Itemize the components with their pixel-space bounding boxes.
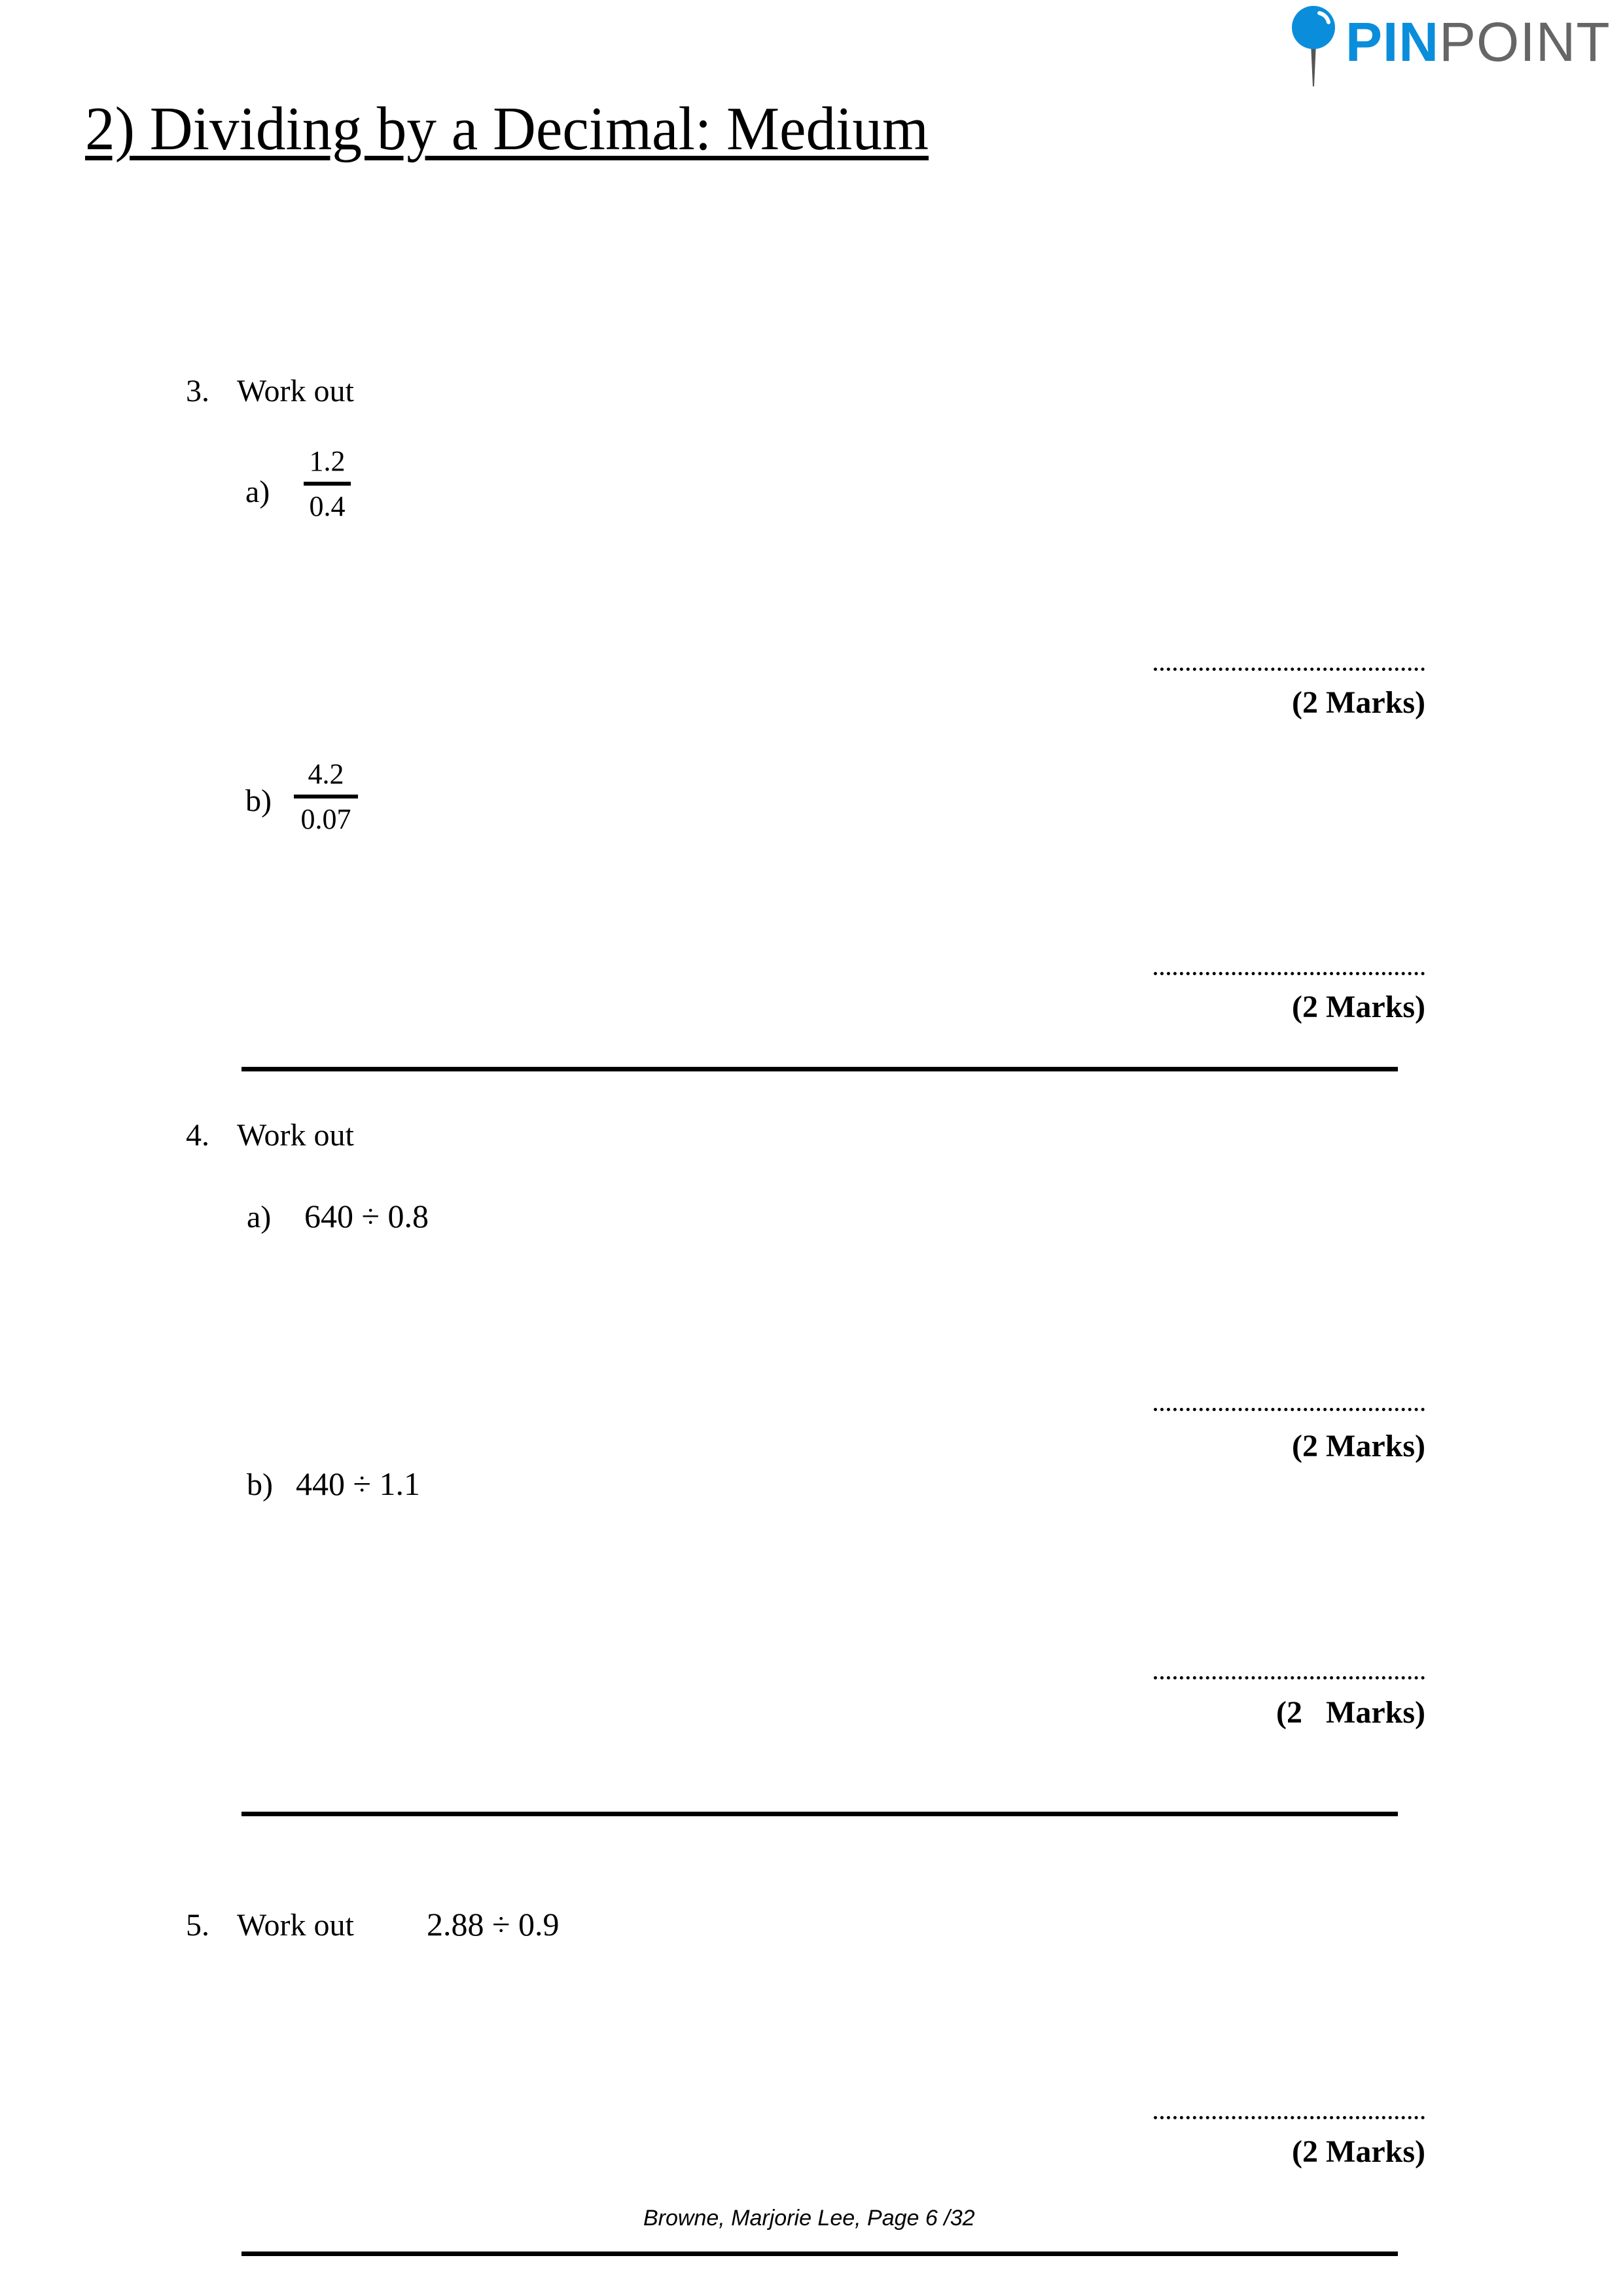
logo-text-point: POINT [1439, 11, 1611, 73]
question-5-answer-line[interactable] [1154, 2116, 1425, 2119]
question-4b-label: b) [247, 1467, 273, 1502]
question-3a-answer-line[interactable] [1154, 668, 1425, 671]
footer-divider [241, 2251, 1398, 2256]
question-3a-fraction [304, 447, 351, 521]
fraction-bar [304, 482, 351, 486]
question-3b-answer-line[interactable] [1154, 972, 1425, 975]
fraction-numerator: 4.2 [308, 758, 344, 790]
pushpin-icon [1288, 0, 1340, 92]
fraction-denominator: 0.4 [309, 490, 346, 522]
question-4b-answer-line[interactable] [1154, 1676, 1425, 1679]
question-4a-answer-line[interactable] [1154, 1408, 1425, 1411]
question-4b-expression: 440 ÷ 1.1 [296, 1465, 420, 1502]
question-3-number: 3. [186, 374, 209, 408]
question-4a-label: a) [247, 1200, 272, 1234]
question-4a-expression: 640 ÷ 0.8 [304, 1198, 429, 1234]
page-title: 2) Dividing by a Decimal: Medium [85, 95, 929, 163]
question-5-marks: (2 Marks) [1292, 2134, 1425, 2169]
question-4b-marks: (2 Marks) [1276, 1695, 1425, 1730]
question-5-expression: 2.88 ÷ 0.9 [427, 1906, 560, 1943]
question-3b-label: b) [245, 783, 272, 818]
logo-wordmark [1346, 11, 1611, 73]
question-3a-marks: (2 Marks) [1292, 685, 1425, 720]
section-divider [241, 1067, 1398, 1071]
question-3-prompt: Work out [237, 374, 354, 408]
fraction-numerator: 1.2 [309, 445, 346, 477]
question-3a-label: a) [245, 475, 270, 509]
logo-text-pin: PIN [1346, 11, 1440, 73]
question-5-prompt: Work out [237, 1908, 354, 1943]
fraction-denominator: 0.07 [300, 803, 351, 835]
question-5-number: 5. [186, 1908, 209, 1943]
question-4-prompt: Work out [237, 1118, 354, 1153]
fraction-bar [294, 795, 358, 798]
page-footer: Browne, Marjorie Lee, Page 6 /32 [643, 2206, 975, 2231]
question-3b-marks: (2 Marks) [1292, 990, 1425, 1024]
pinpoint-logo [1288, 0, 1611, 92]
question-3b-fraction [294, 760, 358, 834]
question-4-number: 4. [186, 1118, 209, 1153]
question-4a-marks: (2 Marks) [1292, 1429, 1425, 1463]
section-divider [241, 1812, 1398, 1816]
